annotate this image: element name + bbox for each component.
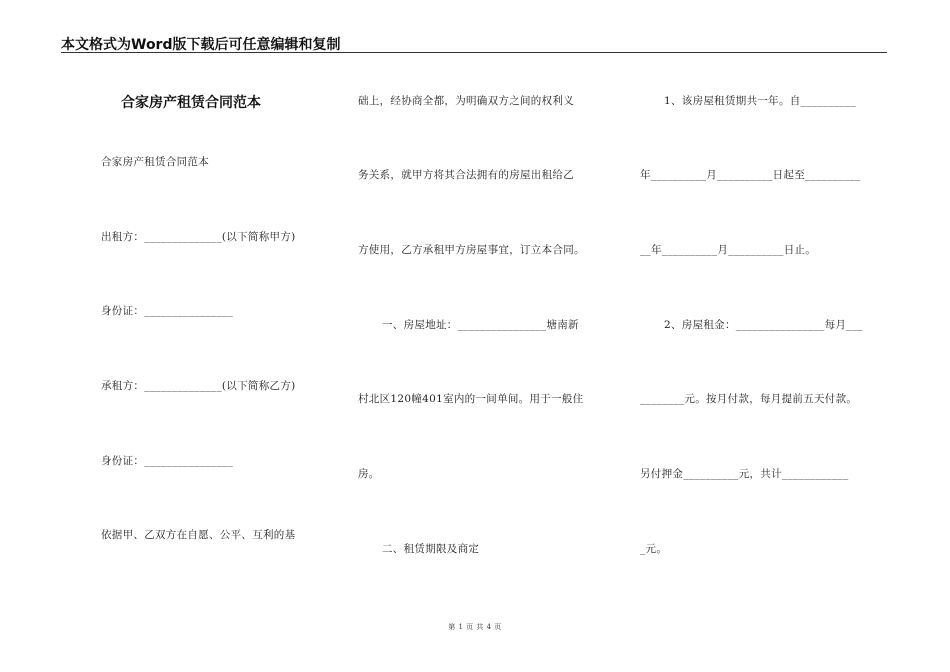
column-1-line-3: 身份证：________________	[101, 305, 233, 317]
column-1-line-1: 合家房产租赁合同范本	[101, 156, 209, 168]
column-3-line-3: __年__________月__________日止。	[640, 244, 817, 256]
column-3-line-5: ________元。按月付款，每月提前五天付款。	[640, 393, 858, 405]
column-3-line-7: _元。	[640, 543, 668, 555]
column-1-line-4: 承租方：______________(以下简称乙方)	[101, 380, 296, 392]
column-2-line-3: 方使用，乙方承租甲方房屋事宜，订立本合同。	[358, 244, 585, 256]
column-1-line-6: 依据甲、乙双方在自愿、公平、互利的基	[101, 529, 296, 541]
column-2-line-4: 一、房屋地址：________________塘南新	[382, 319, 579, 331]
column-2-line-6: 房。	[358, 468, 380, 480]
document-header-title: 本文格式为Word版下载后可任意编辑和复制	[61, 37, 341, 53]
column-3-line-6: 另付押金__________元，共计____________	[640, 468, 849, 480]
column-2-line-1: 础上，经协商全都，为明确双方之间的权利义	[358, 95, 574, 107]
column-3-line-2: 年__________月__________日起至__________	[640, 169, 861, 181]
column-2-line-2: 务关系，就甲方将其合法拥有的房屋出租给乙	[358, 169, 574, 181]
column-1-line-2: 出租方：______________(以下简称甲方)	[101, 231, 296, 243]
column-2-line-7: 二、租赁期限及商定	[382, 543, 480, 555]
column-2-line-5: 村北区120幢401室内的一间单间。用于一般住	[358, 393, 584, 405]
column-3-line-4: 2、房屋租金：________________每月___	[664, 319, 863, 331]
page-number-footer: 第 1 页 共 4 页	[448, 623, 502, 631]
column-3-line-1: 1、该房屋租赁期共一年。自__________	[664, 95, 857, 107]
header-divider	[61, 52, 887, 53]
column-1-line-5: 身份证：________________	[101, 455, 233, 467]
document-heading: 合家房产租赁合同范本	[121, 95, 261, 111]
